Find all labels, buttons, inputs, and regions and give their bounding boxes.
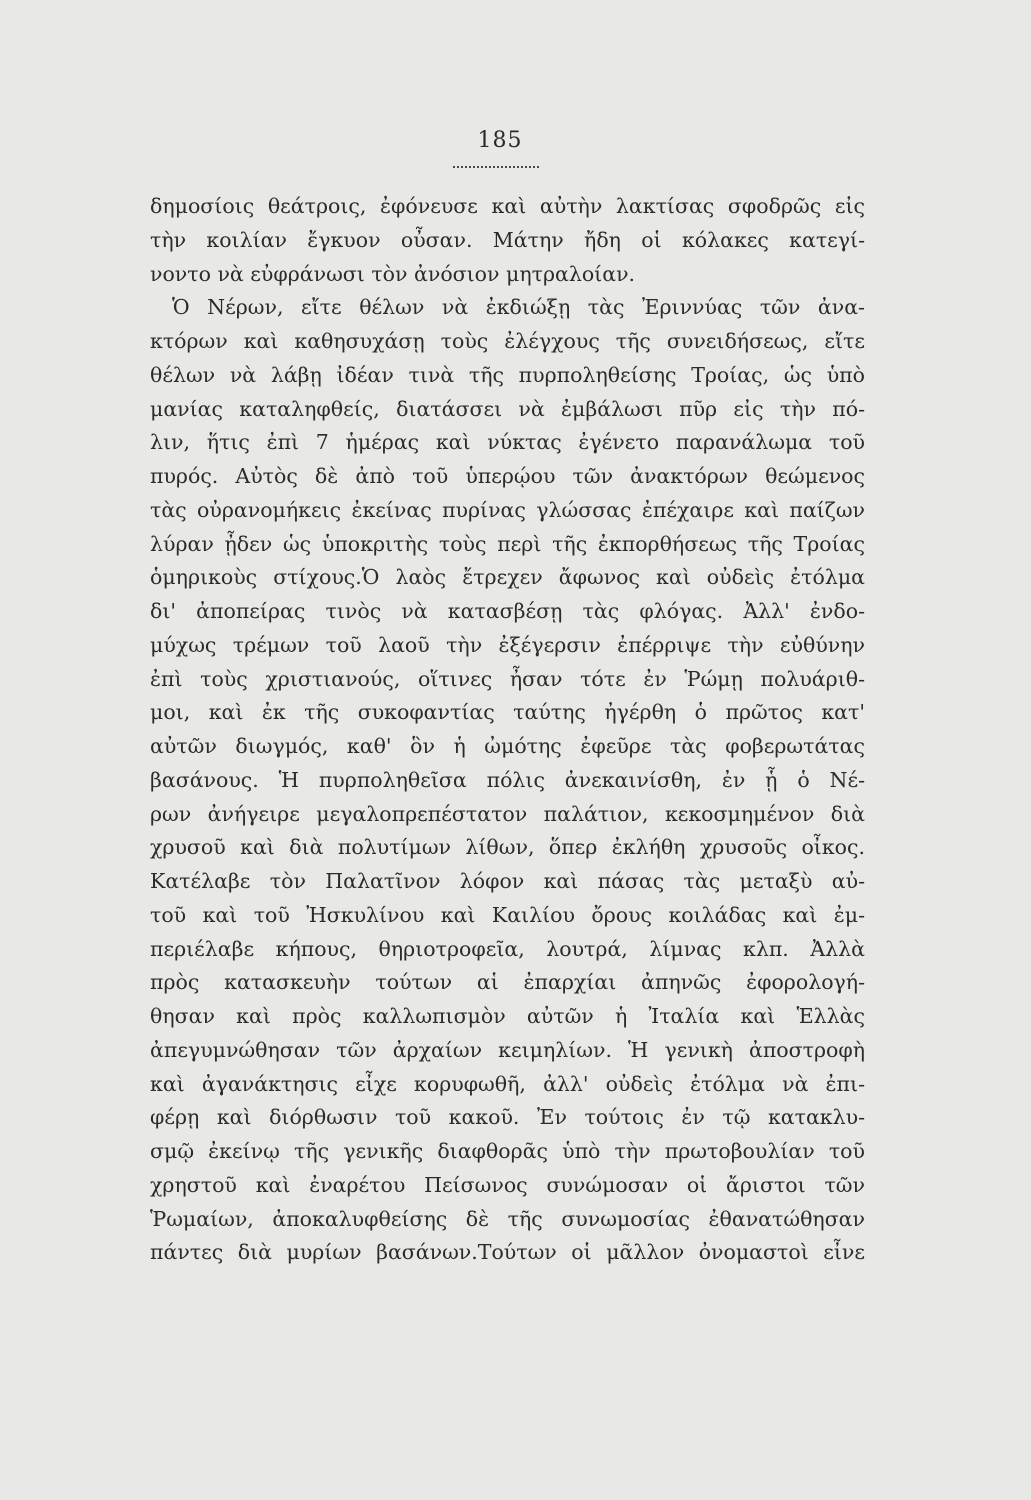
text-line: θέλων νὰ λάβῃ ἰδέαν τινὰ τῆς πυρποληθείσης Τροίας, ὡς ὑπὸ: [150, 362, 865, 387]
text-line: μοι, καὶ ἐκ τῆς συκοφαντίας ταύτης ἠγέρθη ὁ πρῶτος κατ': [150, 700, 865, 725]
text-line: λύραν ᾖδεν ὡς ὑποκριτὴς τοὺς περὶ τῆς ἐκπορθήσεως τῆς Τροίας: [150, 531, 865, 556]
text-line: Κατέλαβε τὸν Παλατῖνον λόφον καὶ πάσας τὰς μεταξὺ αὐ-: [150, 869, 865, 893]
text-line: χρηστοῦ καὶ ἐναρέτου Πείσωνος συνώμοσαν οἱ ἄριστοι τῶν: [150, 1172, 865, 1197]
header-rule: [453, 166, 539, 168]
text-line: ἀπεγυμνώθησαν τῶν ἀρχαίων κειμηλίων. Ἡ γενικὴ ἀποστροφὴ: [150, 1037, 865, 1062]
text-line: μανίας καταληφθείς, διατάσσει νὰ ἐμβάλωσι πῦρ εἰς τὴν πό-: [150, 396, 865, 421]
text-line: τοῦ καὶ τοῦ Ἠσκυλίνου καὶ Καιλίου ὄρους κοιλάδας καὶ ἐμ-: [150, 902, 865, 927]
text-line: μύχως τρέμων τοῦ λαοῦ τὴν ἐξέγερσιν ἐπέρριψε τὴν εὐθύνην: [150, 632, 865, 657]
text-line: πρὸς κατασκευὴν τούτων αἱ ἐπαρχίαι ἀπηνῶς ἐφορολογή-: [150, 970, 865, 995]
text-line: νοντο νὰ εὐφράνωσι τὸν ἀνόσιον μητραλοίαν.: [150, 261, 636, 286]
text-line: Ὁ Νέρων, εἴτε θέλων νὰ ἐκδιώξῃ τὰς Ἐριννύας τῶν ἀνα-: [172, 295, 865, 320]
text-line: ὁμηρικοὺς στίχους.Ὁ λαὸς ἔτρεχεν ἄφωνος καὶ οὐδεὶς ἐτόλμα: [150, 565, 865, 590]
text-line: αὐτῶν διωγμός, καθ' ὃν ἡ ὠμότης ἐφεῦρε τὰς φοβερωτάτας: [150, 734, 865, 758]
text-line: καὶ ἀγανάκτησις εἶχε κορυφωθῆ, ἀλλ' οὐδεὶς ἐτόλμα νὰ ἐπι-: [150, 1071, 865, 1096]
text-line: θησαν καὶ πρὸς καλλωπισμὸν αὐτῶν ἡ Ἰταλία καὶ Ἑλλὰς: [150, 1004, 865, 1028]
text-line: ρων ἀνήγειρε μεγαλοπρεπέστατον παλάτιον, κεκοσμημένον διὰ: [150, 801, 865, 826]
text-line: δημοσίοις θεάτροις, ἐφόνευσε καὶ αὐτὴν λακτίσας σφοδρῶς εἰς: [150, 194, 865, 218]
text-line: σμῷ ἐκείνῳ τῆς γενικῆς διαφθορᾶς ὑπὸ τὴν πρωτοβουλίαν τοῦ: [150, 1139, 865, 1163]
text-line: λιν, ἥτις ἐπὶ 7 ἡμέρας καὶ νύκτας ἐγένετο παρανάλωμα τοῦ: [150, 430, 865, 455]
body-text: [150, 190, 865, 1270]
text-line: Ῥωμαίων, ἀποκαλυφθείσης δὲ τῆς συνωμοσίας ἐθανατώθησαν: [150, 1206, 865, 1231]
text-line: ἐπὶ τοὺς χριστιανούς, οἵτινες ἦσαν τότε ἐν Ῥώμῃ πολυάριθ-: [150, 666, 865, 691]
text-line: κτόρων καὶ καθησυχάσῃ τοὺς ἐλέγχους τῆς συνειδήσεως, εἴτε: [150, 329, 865, 353]
text-line: πυρός. Αὐτὸς δὲ ἀπὸ τοῦ ὑπερῴου τῶν ἀνακτόρων θεώμενος: [150, 464, 865, 488]
text-line: τὴν κοιλίαν ἔγκυον οὖσαν. Μάτην ἤδη οἱ κόλακες κατεγί-: [150, 227, 865, 252]
text-line: δι' ἀποπείρας τινὸς νὰ κατασβέσῃ τὰς φλόγας. Ἀλλ' ἐνδο-: [150, 599, 865, 623]
text-line: φέρῃ καὶ διόρθωσιν τοῦ κακοῦ. Ἐν τούτοις ἐν τῷ κατακλυ-: [150, 1105, 865, 1130]
text-line: τὰς οὐρανομήκεις ἐκείνας πυρίνας γλώσσας ἐπέχαιρε καὶ παίζων: [150, 497, 865, 522]
text-line: περιέλαβε κήπους, θηριοτροφεῖα, λουτρά, λίμνας κλπ. Ἀλλὰ: [150, 936, 865, 961]
page-number: 185: [477, 128, 523, 153]
text-line: πάντες διὰ μυρίων βασάνων.Τούτων οἱ μᾶλλον ὀνομαστοὶ εἶνε: [150, 1240, 865, 1265]
text-line: βασάνους. Ἡ πυρποληθεῖσα πόλις ἀνεκαινίσθη, ἐν ᾗ ὁ Νέ-: [150, 767, 865, 792]
text-line: χρυσοῦ καὶ διὰ πολυτίμων λίθων, ὅπερ ἐκλήθη χρυσοῦς οἶκος.: [150, 835, 865, 860]
